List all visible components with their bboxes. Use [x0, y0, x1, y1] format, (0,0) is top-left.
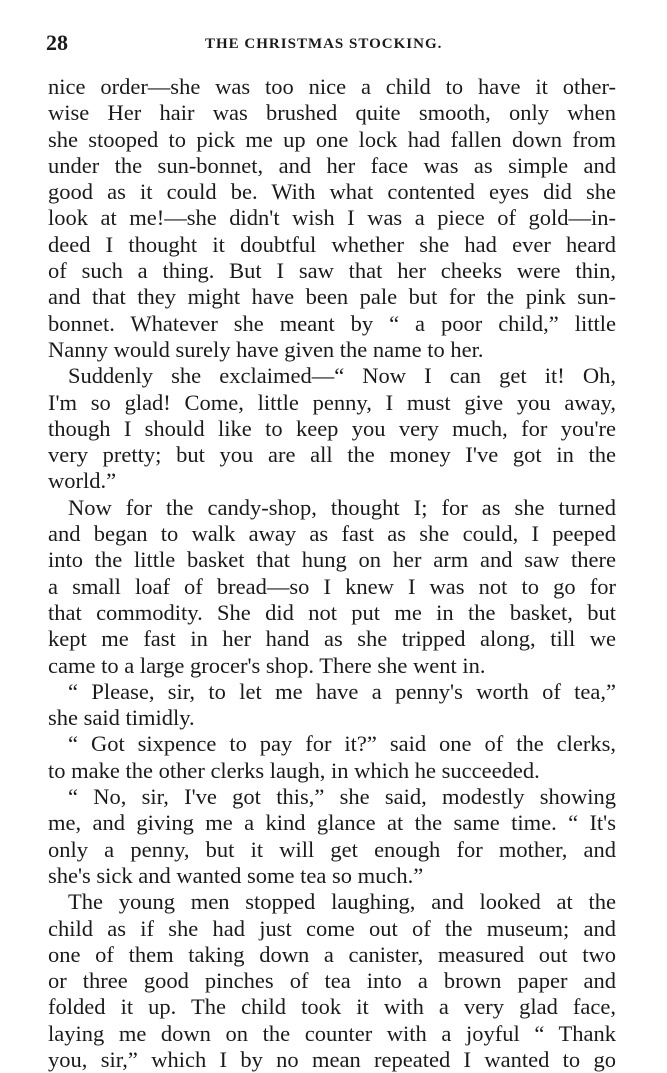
- text-line: Suddenly she exclaimed—“ Now I can get it! Oh,: [68, 363, 616, 389]
- text-line: of such a thing. But I saw that her cheeks were thin,: [48, 258, 616, 284]
- text-line: or three good pinches of tea into a brown paper and: [48, 968, 616, 994]
- page-header: [0, 30, 667, 62]
- text-line: a small loaf of bread—so I knew I was not to go for: [48, 573, 616, 599]
- text-line: laying me down on the counter with a joyful “ Thank: [48, 1020, 616, 1046]
- text-line: The young men stopped laughing, and looked at the: [68, 889, 616, 915]
- text-line: she said timidly.: [48, 705, 195, 731]
- text-line: though I should like to keep you very much, for you're: [48, 415, 616, 441]
- text-line: she stooped to pick me up one lock had fallen down from: [48, 126, 616, 152]
- text-line: Now for the candy-shop, thought I; for as she turned: [68, 494, 616, 520]
- text-line: under the sun-bonnet, and her face was as simple and: [48, 152, 616, 178]
- text-line: to make the other clerks laugh, in which he succeeded.: [48, 757, 540, 783]
- text-line: very pretty; but you are all the money I've got in the: [48, 442, 616, 468]
- text-line: Nanny would surely have given the name to her.: [48, 336, 484, 362]
- text-line: wise Her hair was brushed quite smooth, only when: [48, 100, 616, 126]
- text-line: folded it up. The child took it with a very glad face,: [48, 994, 616, 1020]
- text-line: she's sick and wanted some tea so much.”: [48, 862, 424, 888]
- running-head: THE CHRISTMAS STOCKING.: [205, 36, 443, 52]
- text-line: “ Please, sir, to let me have a penny's worth of tea,”: [68, 678, 616, 704]
- text-line: world.”: [48, 468, 117, 494]
- text-line: I'm so glad! Come, little penny, I must give you away,: [48, 389, 616, 415]
- text-line: into the little basket that hung on her arm and saw there: [48, 547, 616, 573]
- text-line: child as if she had just come out of the museum; and: [48, 915, 616, 941]
- text-line: and that they might have been pale but for the pink sun-: [48, 284, 616, 310]
- text-line: and began to walk away as fast as she could, I peeped: [48, 521, 616, 547]
- text-line: good as it could be. With what contented eyes did she: [48, 179, 616, 205]
- text-line: deed I thought it doubtful whether she had ever heard: [48, 231, 616, 257]
- text-line: one of them taking down a canister, measured out two: [48, 941, 616, 967]
- text-line: you, sir,” which I by no mean repeated I wanted to go: [48, 1046, 616, 1072]
- text-line: me, and giving me a kind glance at the same time. “ It's: [48, 810, 616, 836]
- text-line: came to a large grocer's shop. There she went in.: [48, 652, 486, 678]
- text-line: nice order—she was too nice a child to have it other-: [48, 74, 616, 99]
- text-line: “ Got sixpence to pay for it?” said one of the clerks,: [68, 731, 616, 757]
- text-line: that commodity. She did not put me in the basket, but: [48, 599, 616, 625]
- text-line: look at me!—she didn't wish I was a piece of gold—in-: [48, 205, 616, 231]
- text-line: bonnet. Whatever she meant by “ a poor child,” little: [48, 310, 616, 336]
- text-line: “ No, sir, I've got this,” she said, modestly showing: [68, 784, 616, 810]
- text-line: kept me fast in her hand as she tripped along, till we: [48, 626, 616, 652]
- body-text: [48, 74, 616, 1073]
- text-line: only a penny, but it will get enough for mother, and: [48, 836, 616, 862]
- page-number: 28: [46, 30, 68, 55]
